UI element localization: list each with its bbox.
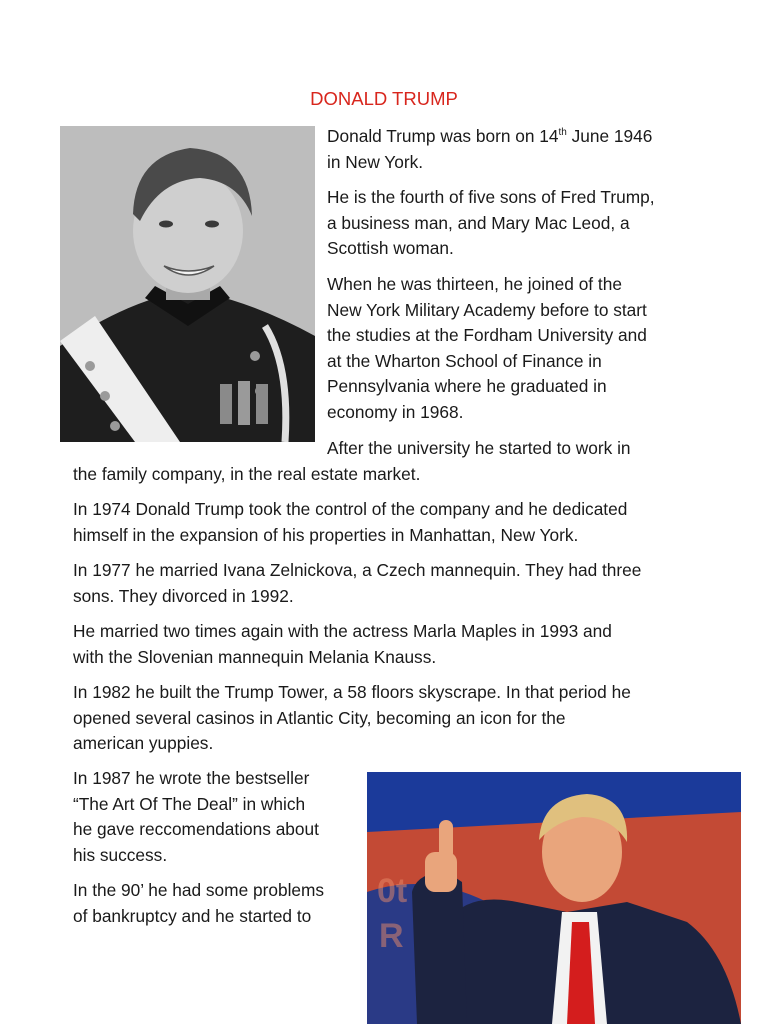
background-sign-text: 0t [377,872,408,910]
paragraph-education: When he was thirteen, he joined of the New York Military Academy before to start the studies at the Fordham University and at the Wharton School of Finance in Pennsylvania where he graduated in economy in 1968. [327,274,647,422]
paragraph-family: He is the fourth of five sons of Fred Trump, a business man, and Mary Mac Leod, a Scottish woman. [327,187,655,258]
paragraph-1974: In 1974 Donald Trump took the control of the company and he dedicated himself in the expansion of his properties in Manhattan, New York. [73,499,628,545]
superscript-th: th [558,127,567,139]
thumbs-up-portrait [367,772,741,1024]
young-portrait-photo [60,126,315,442]
paragraph-birth-text-end: June 1946 in New York. [327,126,653,172]
paragraph-birth [327,124,707,175]
paragraph-1987: In 1987 he wrote the bestseller “The Art Of The Deal” in which he gave reccomendations about his success. [73,768,319,865]
paragraph-1982: In 1982 he built the Trump Tower, a 58 floors skyscrape. In that period he opened several casinos in Atlantic City, becoming an icon for the american yuppies. [73,682,631,753]
paragraph-career-start-line2: the family company, in the real estate market. [73,464,421,484]
paragraph-90s: In the 90’ he had some problems of bankruptcy and he started to [73,880,325,926]
background-sign-text-2: R [379,917,404,955]
paragraph-marriages: He married two times again with the actress Marla Maples in 1993 and with the Slovenian mannequin Melania Knauss. [73,621,612,667]
paragraph-1977: In 1977 he married Ivana Zelnickova, a Czech mannequin. They had three sons. They divorced in 1992. [73,560,642,606]
document-title: DONALD TRUMP [310,88,458,109]
thumbs-up-photo [367,772,741,1024]
military-uniform-portrait [60,126,315,442]
paragraph-career-start-line1: After the university he started to work in [327,438,631,458]
paragraph-birth-text: Donald Trump was born on 14 [327,126,559,146]
